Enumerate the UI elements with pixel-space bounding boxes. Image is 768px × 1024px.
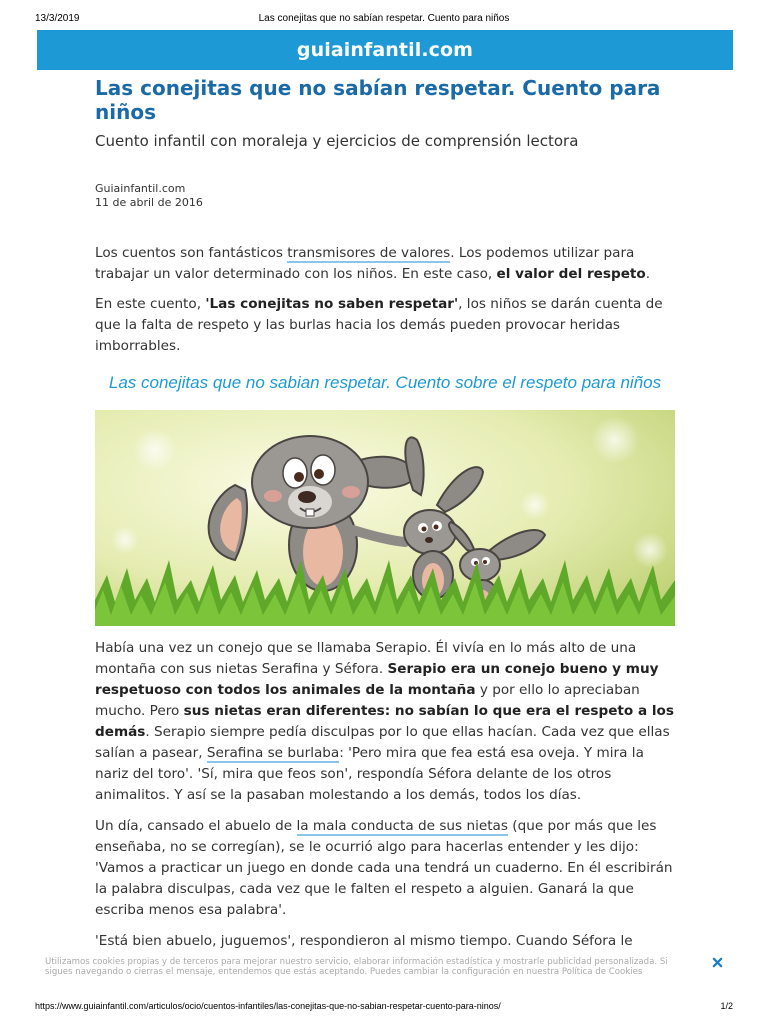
story-paragraph-2: Un día, cansado el abuelo de la mala conducta de sus nietas (que por más que les enseñaba, no se corregían), se le ocurrió algo para hacerlas entender y les dijo: 'Vamos a practicar un juego en donde cada una tendrá un cuaderno. En él escribirán la palabra disculpas, cada vez que le falten el respeto a alguien. Ganará la que escriba menos esa palabra'. <box>95 818 673 918</box>
story-section-title: Las conejitas que no sabian respetar. Cuento sobre el respeto para niños <box>108 373 662 392</box>
print-title: Las conejitas que no sabían respetar. Cuento para niños <box>258 13 510 24</box>
link-mala-conducta[interactable]: la mala conducta de sus nietas <box>296 818 508 834</box>
page-number: 1/2 <box>720 1001 733 1011</box>
close-icon[interactable] <box>712 957 723 968</box>
site-logo[interactable]: guiainfantil.com <box>296 39 474 61</box>
print-date: 13/3/2019 <box>35 13 80 24</box>
intro-paragraph-1: Los cuentos son fantásticos transmisores de valores. Los podemos utilizar para trabajar un valor determinado con los niños. En este caso, el valor del respeto. <box>95 245 651 282</box>
story-paragraph-3: 'Está bien abuelo, juguemos', respondieron al mismo tiempo. Cuando Séfora le <box>95 933 633 949</box>
site-header-bar <box>37 30 733 70</box>
article-meta <box>95 182 675 210</box>
link-transmisores-de-valores[interactable]: transmisores de valores <box>287 245 451 261</box>
intro-paragraph-2: En este cuento, 'Las conejitas no saben respetar', los niños se darán cuenta de que la falta de respeto y las burlas hacia los demás pueden provocar heridas imborrables. <box>95 296 663 354</box>
article-date: 11 de abril de 2016 <box>95 196 203 209</box>
cookie-text: Utilizamos cookies propias y de terceros para mejorar nuestro servicio, elaborar información estadística y mostrarle publicidad personalizada. Si sigues navegando o cierras el mensaje, entendemos que estás aceptando. Puedes cambiar la configuración en nuestra Política de Cookies <box>45 957 668 977</box>
article-author[interactable]: Guiainfantil.com <box>95 182 186 195</box>
article <box>95 76 675 952</box>
print-header <box>0 13 768 27</box>
article-subheadline: Cuento infantil con moraleja y ejercicios de comprensión lectora <box>95 132 579 150</box>
print-footer <box>0 1001 768 1015</box>
article-headline: Las conejitas que no sabían respetar. Cuento para niños <box>95 76 661 124</box>
link-serafina-se-burlaba[interactable]: Serafina se burlaba <box>206 745 340 761</box>
story-paragraph-1: Había una vez un conejo que se llamaba Serapio. Él vivía en lo más alto de una montaña con sus nietas Serafina y Séfora. Serapio era un conejo bueno y muy respetuoso con todos los animales de la montaña y por ello lo apreciaban mucho. Pero sus nietas eran diferentes: no sabían lo que era el respeto a los demás. Serapio siempre pedía disculpas por lo que ellas hacían. Cada vez que ellas salían a pasear, Serafina se burlaba: 'Pero mira que fea está esa oveja. Y mira la nariz del toro'. 'Sí, mira que feos son', respondía Séfora delante de los otros animalitos. Y así se la pasaban molestando a los demás, todos los días. <box>95 640 674 803</box>
cookie-banner <box>37 952 733 990</box>
rabbits-illustration <box>95 410 675 626</box>
print-url: https://www.guiainfantil.com/articulos/ocio/cuentos-infantiles/las-conejitas-que-no-sabian-respetar-cuento-para-ninos/ <box>35 1001 501 1011</box>
